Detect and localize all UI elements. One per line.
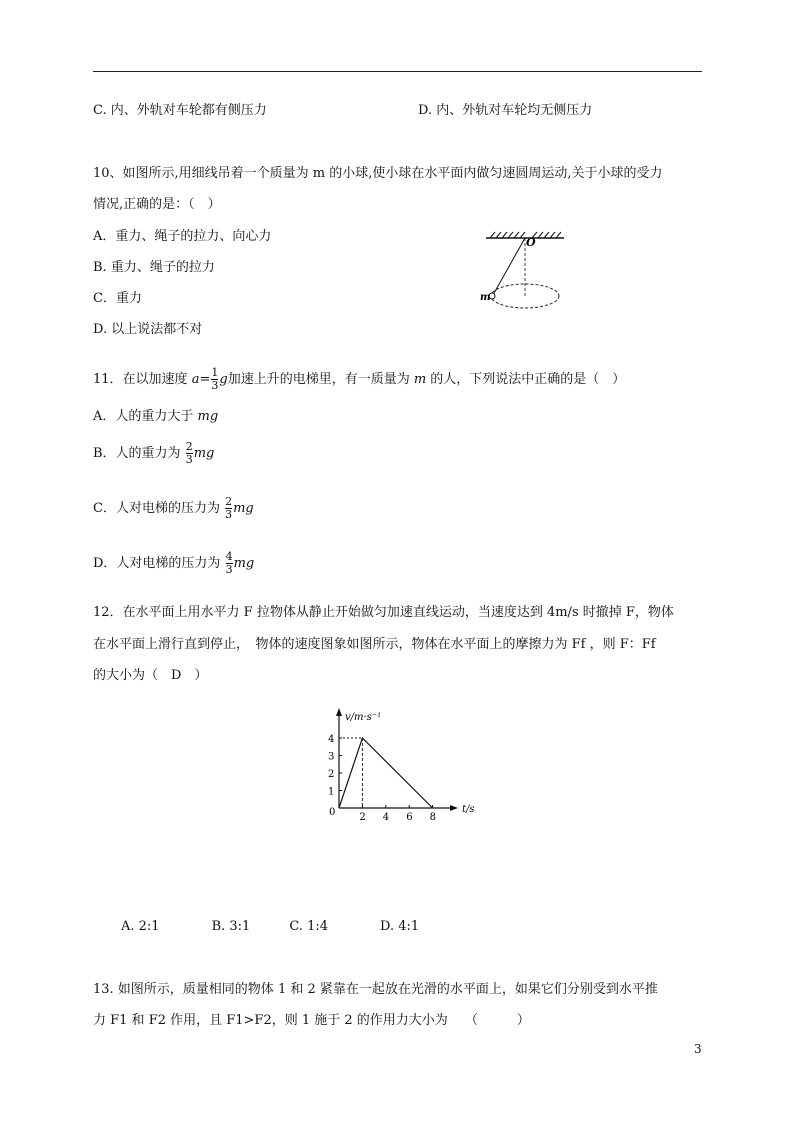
y-axis-arrow (336, 708, 342, 716)
q10-stem-line1: 10、如图所示,用细线吊着一个质量为 m 的小球,使小球在水平面内做匀速圆周运动,关于小球的受力 (93, 166, 663, 181)
q11-m: m (413, 372, 427, 387)
origin-label: 0 (329, 807, 336, 818)
q11-frac-den: 3 (211, 379, 219, 392)
q11-frac-third (211, 367, 218, 392)
page-number: 3 (694, 1042, 702, 1056)
q11-option-d-mg: mg (233, 556, 255, 571)
q11-a: a (191, 372, 200, 387)
q11-stem-pre: 11．在以加速度 (93, 372, 192, 387)
q11-option-d-frac (226, 551, 233, 576)
q12-stem-line1: 12．在水平面上用水平力 F 拉物体从静止开始做匀加速直线运动，当速度达到 4m/s 时撤掉 F，物体 (93, 605, 674, 620)
pendulum-string (493, 238, 525, 295)
q11-option-c-mg: mg (233, 501, 254, 516)
y-tick-label: 1 (328, 786, 335, 798)
header-rule (93, 71, 702, 72)
q11-option-d-den: 3 (225, 563, 233, 576)
q10-option-a: A．重力、绳子的拉力、向心力 (93, 229, 272, 244)
q11-option-c-den: 3 (225, 508, 233, 521)
q11-option-b-num: 2 (185, 440, 193, 453)
y-axis-label: v/m·s⁻¹ (345, 712, 382, 723)
q11-option-d-num: 4 (225, 550, 233, 563)
q11-option-b (93, 436, 214, 472)
q11-option-c-text: C．人对电梯的压力为 (93, 501, 225, 516)
q11-frac-num: 1 (211, 366, 219, 379)
q12-options: A. 2:1 B. 3:1 C. 1:4 D. 4:1 (121, 919, 420, 934)
q9-option-c: C. 内、外轨对车轮都有侧压力 (93, 103, 267, 118)
q11-option-c-num: 2 (225, 495, 233, 508)
q10-stem-line2: 情况,正确的是：（ ） (93, 197, 221, 212)
q12-stem-line2: 在水平面上滑行直到停止， 物体的速度图象如图所示，物体在水平面上的摩擦力为 Ff ，则 F：Ff (93, 637, 656, 652)
q11-eq: = (199, 372, 211, 387)
velocity-series-line (339, 738, 433, 808)
q10-option-c: C．重力 (93, 291, 142, 306)
mass-label: m (480, 292, 491, 303)
conical-pendulum-figure (480, 228, 570, 318)
y-tick-label: 3 (328, 751, 335, 763)
x-tick-label: 8 (429, 812, 436, 823)
q10-option-d: D. 以上说法都不对 (93, 322, 203, 337)
velocity-time-chart (322, 700, 492, 830)
q9-option-d: D. 内、外轨对车轮均无侧压力 (418, 103, 593, 118)
q11-stem-post: 加速上升的电梯里，有一质量为 (227, 372, 414, 387)
y-tick-label: 4 (328, 734, 335, 745)
x-axis-label: t/s (462, 804, 475, 815)
q11-option-b-text: B．人的重力为 (93, 446, 185, 461)
q11-option-b-frac (186, 441, 193, 466)
q11-g: g (219, 372, 228, 387)
q11-option-c-frac (225, 496, 232, 521)
y-tick-label: 2 (328, 769, 335, 780)
q11-option-d (93, 546, 254, 582)
x-axis-arrow (450, 805, 458, 811)
pivot-label: O (526, 236, 536, 249)
q11-option-b-den: 3 (185, 453, 193, 466)
q11-stem-tail: 的人，下列说法中正确的是（ ） (426, 372, 626, 387)
q13-stem-line1: 13. 如图所示，质量相同的物体 1 和 2 紧靠在一起放在光滑的水平面上，如果它们分别受到水平推 (93, 982, 658, 997)
x-tick-label: 6 (406, 812, 413, 823)
q11-stem (93, 362, 625, 398)
q12-stem-line3: 的大小为（ D ） (93, 668, 208, 683)
q11-option-a-text: A．人的重力大于 (93, 409, 198, 424)
q11-option-d-text: D．人对电梯的压力为 (93, 556, 225, 571)
q11-option-b-mg: mg (193, 446, 215, 461)
q11-option-c (93, 491, 254, 527)
q11-option-a (93, 408, 218, 426)
x-tick-label: 4 (382, 812, 390, 823)
x-tick-label: 2 (359, 812, 366, 823)
q11-option-a-mg: mg (197, 409, 219, 424)
q13-stem-line2: 力 F1 和 F2 作用，且 F1>F2，则 1 施于 2 的作用力大小为 （ ） (93, 1013, 530, 1028)
q10-option-b: B. 重力、绳子的拉力 (93, 260, 215, 275)
